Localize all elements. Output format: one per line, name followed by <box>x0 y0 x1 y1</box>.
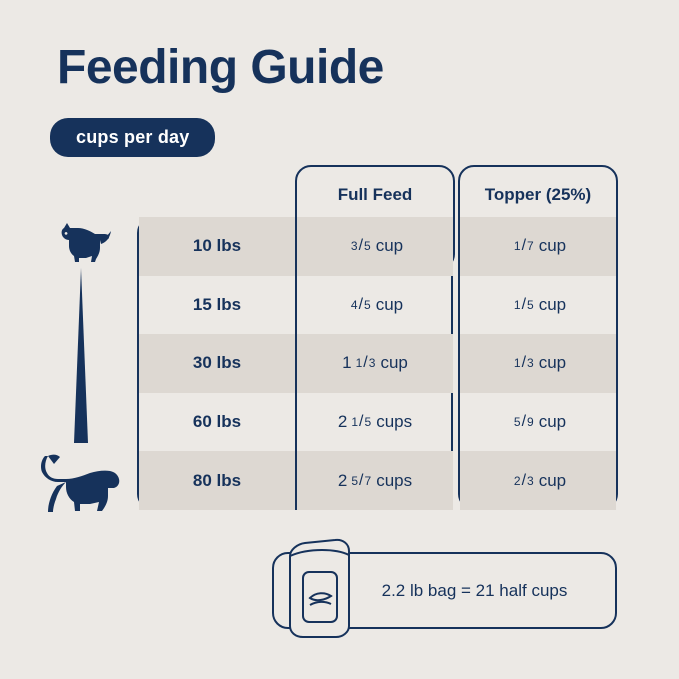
topper-denominator: 3 <box>527 473 534 488</box>
table-row <box>137 334 618 393</box>
column-header-full-feed-label: Full Feed <box>337 185 413 204</box>
table-row <box>137 276 618 335</box>
full-numerator: 1 <box>351 415 359 430</box>
topper-denominator: 3 <box>527 356 534 371</box>
full-whole: 2 <box>337 412 348 432</box>
cell-topper <box>458 217 618 276</box>
topper-denominator: 7 <box>527 239 534 254</box>
full-fraction: 1 / 5 <box>351 413 372 431</box>
cell-full-feed <box>295 393 455 452</box>
topper-fraction: 5 / 9 <box>513 413 534 431</box>
topper-fraction: 2 / 3 <box>513 471 534 489</box>
cell-full-feed <box>295 217 455 276</box>
topper-unit: cup <box>538 412 567 432</box>
full-denominator: 5 <box>364 415 372 430</box>
feeding-table <box>137 165 617 510</box>
topper-numerator: 1 <box>513 297 521 312</box>
subtitle-pill: cups per day <box>50 118 215 157</box>
size-arrow-icon <box>68 268 94 448</box>
cell-full-feed <box>295 334 455 393</box>
topper-numerator: 2 <box>513 473 521 488</box>
cell-topper <box>458 451 618 510</box>
topper-unit: cup <box>538 353 567 373</box>
full-denominator: 3 <box>368 356 376 371</box>
full-unit: cup <box>375 294 404 314</box>
full-whole: 1 <box>342 353 352 373</box>
full-unit: cup <box>375 236 404 256</box>
cell-full-feed <box>295 276 455 335</box>
topper-unit: cup <box>538 236 567 256</box>
table-row <box>137 393 618 452</box>
cell-weight: 80 lbs <box>192 470 242 490</box>
cell-weight: 10 lbs <box>192 236 242 256</box>
full-numerator: 4 <box>350 297 358 312</box>
full-denominator: 7 <box>364 473 372 488</box>
full-fraction: 5 / 7 <box>351 471 372 489</box>
full-fraction: 3 / 5 <box>350 237 371 255</box>
full-fraction: 1 / 3 <box>355 354 376 372</box>
full-unit: cups <box>376 470 413 490</box>
table-row <box>137 451 618 510</box>
full-whole: 2 <box>337 470 348 490</box>
full-denominator: 5 <box>364 297 371 312</box>
food-bag-icon <box>277 538 359 640</box>
full-unit: cup <box>380 353 408 373</box>
topper-denominator: 9 <box>527 415 534 430</box>
topper-numerator: 1 <box>513 239 521 254</box>
topper-fraction: 1 / 3 <box>513 354 534 372</box>
large-dog-icon <box>40 452 122 514</box>
cell-weight: 60 lbs <box>192 412 242 432</box>
column-header-topper-label: Topper (25%) <box>484 185 592 204</box>
page-title: Feeding Guide <box>57 41 384 94</box>
full-unit: cups <box>376 412 413 432</box>
topper-numerator: 1 <box>513 356 521 371</box>
topper-fraction: 1 / 5 <box>513 295 534 313</box>
full-numerator: 3 <box>350 239 358 254</box>
cell-full-feed <box>295 451 455 510</box>
table-rows <box>137 217 618 510</box>
full-fraction: 4 / 5 <box>350 295 371 313</box>
full-denominator: 5 <box>364 239 371 254</box>
cell-topper <box>458 276 618 335</box>
topper-fraction: 1 / 7 <box>513 237 534 255</box>
topper-unit: cup <box>538 470 567 490</box>
cell-topper <box>458 334 618 393</box>
topper-numerator: 5 <box>513 415 521 430</box>
topper-unit: cup <box>538 294 567 314</box>
full-numerator: 1 <box>355 356 363 371</box>
column-divider <box>295 217 297 510</box>
cell-weight: 30 lbs <box>192 353 242 373</box>
full-numerator: 5 <box>351 473 359 488</box>
bag-note-text: 2.2 lb bag = 21 half cups <box>381 580 568 600</box>
small-dog-icon <box>54 222 112 264</box>
topper-denominator: 5 <box>527 297 534 312</box>
cell-weight: 15 lbs <box>192 294 242 314</box>
table-row <box>137 217 618 276</box>
cell-topper <box>458 393 618 452</box>
